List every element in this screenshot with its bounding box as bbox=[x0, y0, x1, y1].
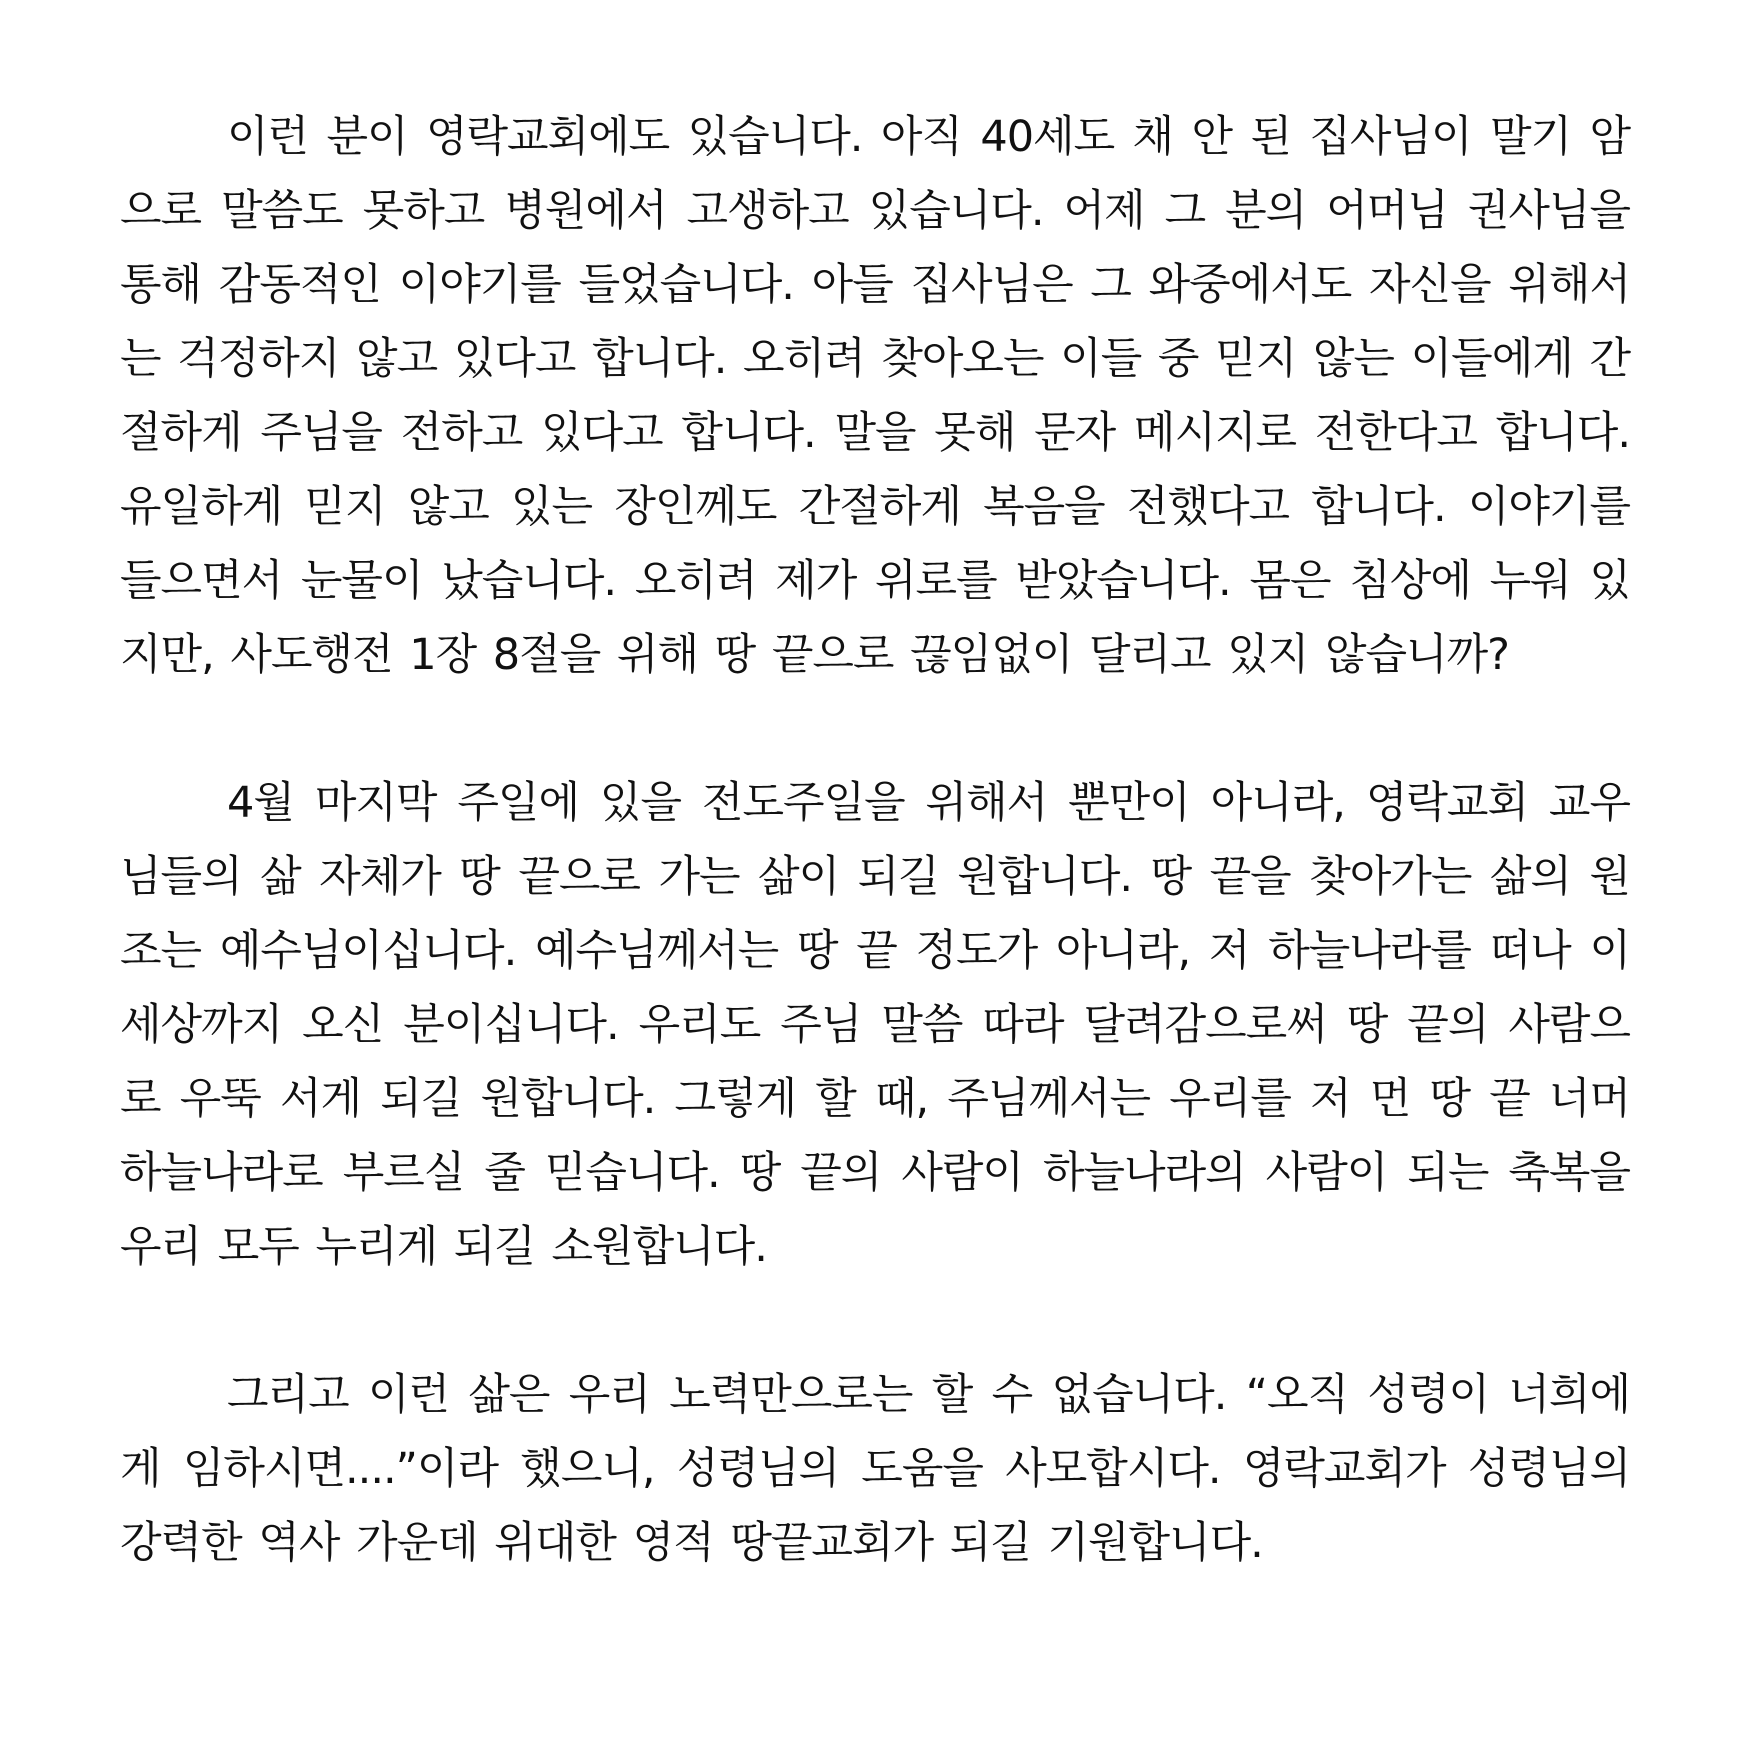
document-body bbox=[120, 100, 1630, 1580]
paragraph-1: 이런 분이 영락교회에도 있습니다. 아직 40세도 채 안 된 집사님이 말기 암으로 말씀도 못하고 병원에서 고생하고 있습니다. 어제 그 분의 어머님 권사님을 통해 감동적인 이야기를 들었습니다. 아들 집사님은 그 와중에서도 자신을 위해서는 걱정하지 않고 있다고 합니다. 오히려 찾아오는 이들 중 믿지 않는 이들에게 간절하게 주님을 전하고 있다고 합니다. 말을 못해 문자 메시지로 전한다고 합니다. 유일하게 믿지 않고 있는 장인께도 간절하게 복음을 전했다고 합니다. 이야기를 들으면서 눈물이 났습니다. 오히려 제가 위로를 받았습니다. 몸은 침상에 누워 있지만, 사도행전 1장 8절을 위해 땅 끝으로 끊임없이 달리고 있지 않습니까? bbox=[120, 112, 1630, 680]
paragraph-3: 그리고 이런 삶은 우리 노력만으로는 할 수 없습니다. “오직 성령이 너희에게 임하시면....”이라 했으니, 성령님의 도움을 사모합시다. 영락교회가 성령님의 강력한 역사 가운데 위대한 영적 땅끝교회가 되길 기원합니다. bbox=[120, 1370, 1630, 1568]
paragraph-2: 4월 마지막 주일에 있을 전도주일을 위해서 뿐만이 아니라, 영락교회 교우님들의 삶 자체가 땅 끝으로 가는 삶이 되길 원합니다. 땅 끝을 찾아가는 삶의 원조는 예수님이십니다. 예수님께서는 땅 끝 정도가 아니라, 저 하늘나라를 떠나 이 세상까지 오신 분이십니다. 우리도 주님 말씀 따라 달려감으로써 땅 끝의 사람으로 우뚝 서게 되길 원합니다. 그렇게 할 때, 주님께서는 우리를 저 먼 땅 끝 너머 하늘나라로 부르실 줄 믿습니다. 땅 끝의 사람이 하늘나라의 사람이 되는 축복을 우리 모두 누리게 되길 소원합니다. bbox=[120, 778, 1630, 1272]
